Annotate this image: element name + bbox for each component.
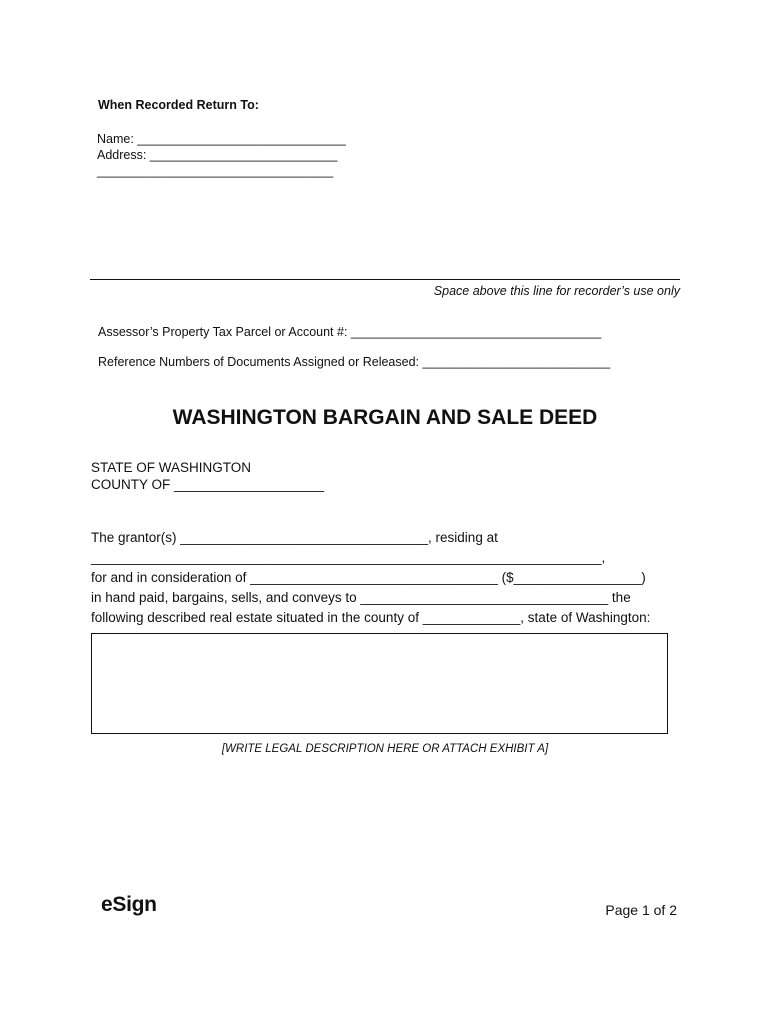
return-name-field[interactable]: Name: ______________________________ [97, 132, 346, 146]
recorder-divider-line [90, 279, 680, 280]
return-to-heading: When Recorded Return To: [98, 98, 259, 112]
recorder-use-note: Space above this line for recorder’s use only [433, 284, 680, 298]
reference-numbers-field[interactable]: Reference Numbers of Documents Assigned or Released: ___________________________ [98, 355, 611, 369]
legal-description-box[interactable] [91, 633, 668, 734]
parcel-account-field[interactable]: Assessor’s Property Tax Parcel or Account #: ____________________________________ [98, 325, 602, 339]
return-address-field[interactable]: Address: ___________________________ [97, 148, 338, 162]
grantor-residence-field[interactable]: ____________________________________________________________________, [91, 550, 606, 565]
county-field[interactable]: COUNTY OF ____________________ [91, 477, 325, 492]
document-title: WASHINGTON BARGAIN AND SALE DEED [172, 406, 598, 429]
return-address-field-line2[interactable]: __________________________________ [97, 164, 334, 178]
esign-logo: eSign [101, 893, 157, 916]
legal-description-note: [WRITE LEGAL DESCRIPTION HERE OR ATTACH EXHIBIT A] [221, 743, 549, 755]
page-number: Page 1 of 2 [605, 902, 677, 918]
grantee-field[interactable]: in hand paid, bargains, sells, and conveys to _________________________________ the [91, 590, 631, 605]
consideration-field[interactable]: for and in consideration of _________________________________ ($_________________) [91, 570, 646, 585]
state-heading: STATE OF WASHINGTON [91, 460, 252, 475]
grantor-field[interactable]: The grantor(s) _________________________________, residing at [91, 530, 498, 545]
real-estate-county-field[interactable]: following described real estate situated in the county of _____________, state of Washington: [91, 610, 651, 625]
